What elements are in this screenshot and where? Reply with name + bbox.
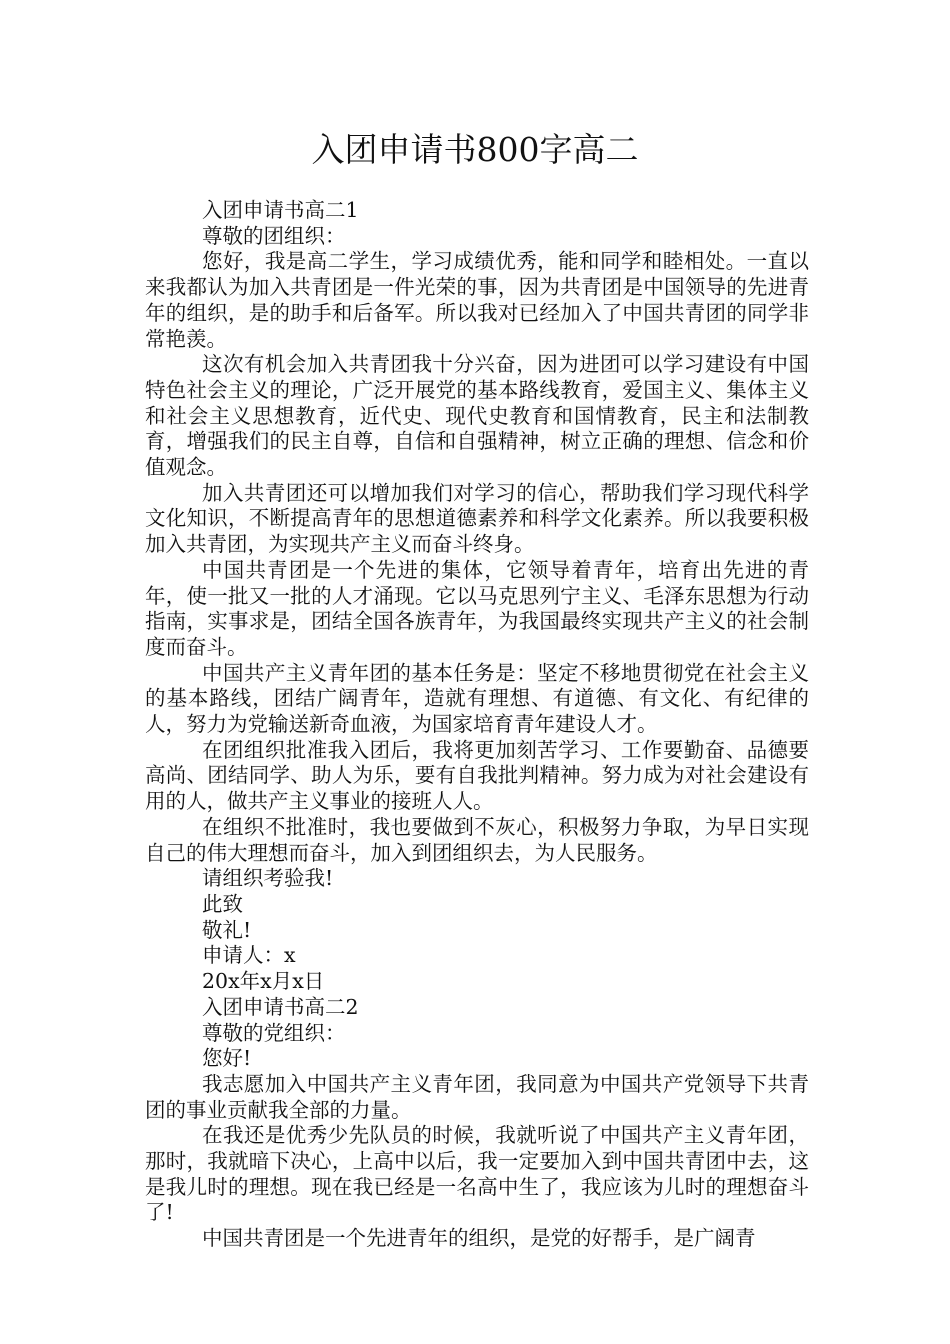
- section-heading: 入团申请书高二2: [202, 994, 359, 1019]
- paragraph: 加入共青团还可以增加我们对学习的信心，帮助我们学习现代科学文化知识，不断提高青年的思想道德素养和科学文化素养。所以我要积极加入共青团，为实现共产主义而奋斗终身。: [145, 480, 809, 557]
- paragraph: 中国共青团是一个先进青年的组织，是党的好帮手，是广阔青: [202, 1226, 756, 1251]
- salutation: 尊敬的团组织：: [202, 223, 346, 248]
- section-heading: 入团申请书高二1: [202, 198, 359, 222]
- closing-line: 请组织考验我!: [202, 866, 334, 891]
- applicant-line: 申请人：x: [202, 943, 296, 968]
- date-line: 20x年x月x日: [202, 969, 325, 994]
- paragraph: 在团组织批准我入团后，我将更加刻苦学习、工作要勤奋、品德要高尚、团结同学、助人为乐，要有自我批判精神。努力成为对社会建设有用的人，做共产主义事业的接班人人。: [145, 737, 809, 814]
- greeting: 您好!: [202, 1046, 252, 1071]
- document-body: [145, 198, 809, 1252]
- closing-line: 敬礼!: [202, 917, 252, 942]
- paragraph: 在组织不批准时，我也要做到不灰心，积极努力争取，为早日实现自己的伟大理想而奋斗，加入到团组织去，为人民服务。: [145, 814, 809, 865]
- paragraph: 这次有机会加入共青团我十分兴奋，因为进团可以学习建设有中国特色社会主义的理论，广泛开展党的基本路线教育，爱国主义、集体主义和社会主义思想教育，近代史、现代史教育和国情教育，民主和法制教育，增强我们的民主自尊，自信和自强精神，树立正确的理想、信念和价值观念。: [145, 352, 809, 480]
- closing-line: 此致: [202, 891, 243, 916]
- paragraph: 我志愿加入中国共产主义青年团，我同意为中国共产党领导下共青团的事业贡献我全部的力量。: [145, 1071, 809, 1122]
- document-title: 入团申请书800字高二: [311, 130, 639, 169]
- paragraph: 您好，我是高二学生，学习成绩优秀，能和同学和睦相处。一直以来我都认为加入共青团是一件光荣的事，因为共青团是中国领导的先进青年的组织，是的助手和后备军。所以我对已经加入了中国共青团的同学非常艳羡。: [145, 249, 809, 351]
- paragraph: 在我还是优秀少先队员的时候，我就听说了中国共产主义青年团，那时，我就暗下决心，上高中以后，我一定要加入到中国共青团中去，这是我儿时的理想。现在我已经是一名高中生了，我应该为儿时的理想奋斗了!: [145, 1123, 809, 1225]
- paragraph: 中国共产主义青年团的基本任务是：坚定不移地贯彻党在社会主义的基本路线，团结广阔青年，造就有理想、有道德、有文化、有纪律的人，努力为党输送新奇血液，为国家培育青年建设人才。: [145, 660, 809, 737]
- salutation: 尊敬的党组织：: [202, 1020, 346, 1045]
- paragraph: 中国共青团是一个先进的集体，它领导着青年，培育出先进的青年，使一批又一批的人才涌现。它以马克思列宁主义、毛泽东思想为行动指南，实事求是，团结全国各族青年，为我国最终实现共产主义的社会制度而奋斗。: [145, 557, 809, 659]
